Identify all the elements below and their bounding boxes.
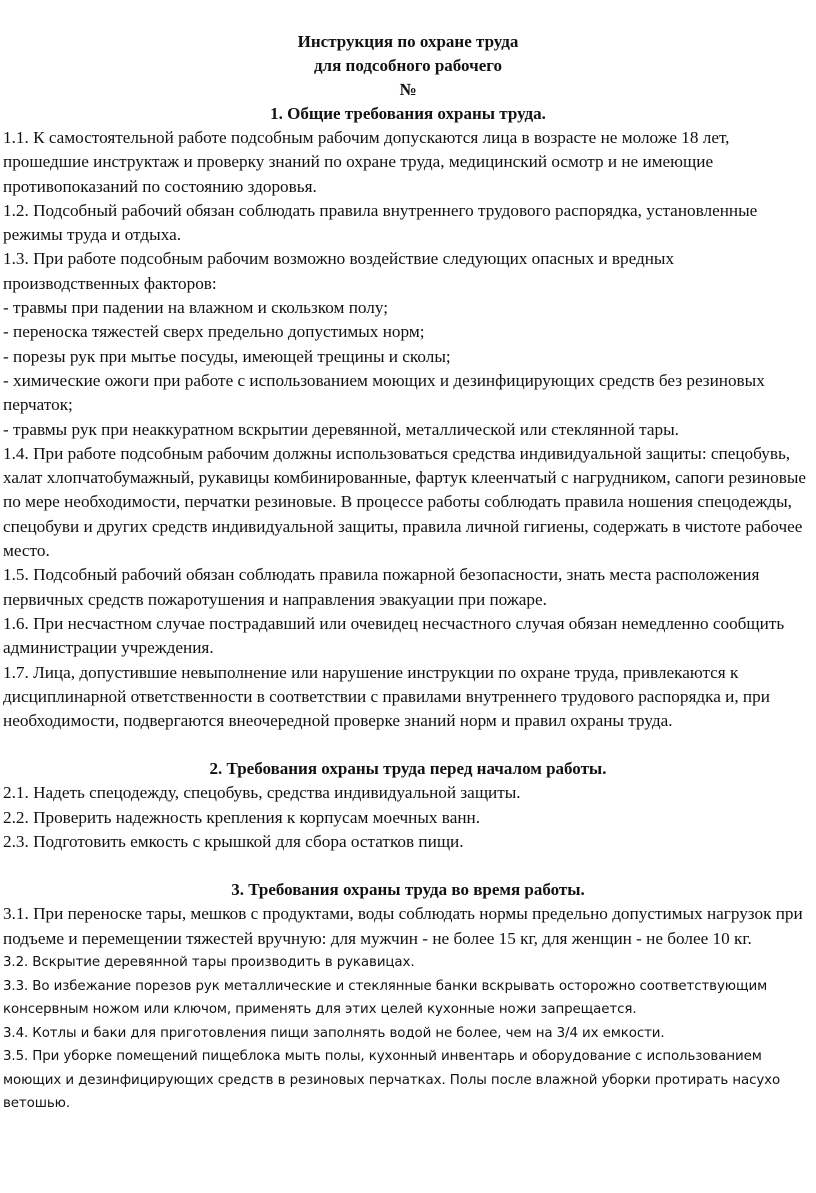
hazard-item-2: - переноска тяжестей сверх предельно допустимых норм; <box>3 322 425 342</box>
title-line-1: Инструкция по охране труда <box>297 32 519 51</box>
paragraph-1-2: 1.2. Подсобный рабочий обязан соблюдать правила внутреннего трудового распорядка, установленные режимы труда и отдыха. <box>3 200 758 245</box>
hazard-item-1: - травмы при падении на влажном и скользком полу; <box>3 298 388 318</box>
paragraph-1-6: 1.6. При несчастном случае пострадавший или очевидец несчастного случая обязан немедленно сообщить администрации учреждения. <box>3 613 785 658</box>
paragraph-1-3: 1.3. При работе подсобным рабочим возможно воздействие следующих опасных и вредных производственных факторов: <box>3 249 675 293</box>
section-2-body <box>0 781 816 854</box>
paragraph-2-1: 2.1. Надеть спецодежду, спецобувь, средства индивидуальной защиты. <box>3 783 521 803</box>
title-line-2: для подсобного рабочего <box>313 56 503 75</box>
paragraph-1-5: 1.5. Подсобный рабочий обязан соблюдать правила пожарной безопасности, знать места расположения первичных средств пожаротушения и направления эвакуации при пожаре. <box>3 565 760 609</box>
spacer <box>0 733 816 757</box>
title-number-sign: № <box>399 80 417 99</box>
paragraph-3-3: 3.3. Во избежание порезов рук металлические и стеклянные банки вскрывать осторожно соответствующим консервным ножом или ключом, применять для этих целей кухонные ножи запрещается. <box>3 978 768 1018</box>
section-2-heading: 2. Требования охраны труда перед началом работы. <box>209 759 607 779</box>
section-3-body <box>0 902 816 1116</box>
section-1-body <box>0 126 816 733</box>
section-1-heading: 1. Общие требования охраны труда. <box>270 104 546 123</box>
paragraph-2-2: 2.2. Проверить надежность крепления к корпусам моечных ванн. <box>3 807 481 827</box>
hazard-item-3: - порезы рук при мытье посуды, имеющей трещины и сколы; <box>3 346 451 366</box>
paragraph-3-5: 3.5. При уборке помещений пищеблока мыть полы, кухонный инвентарь и оборудование с использованием моющих и дезинфицирующих средств в резиновых перчатках. Полы после влажной уборки протирать насухо ветошью. <box>3 1049 781 1112</box>
paragraph-1-4: 1.4. При работе подсобным рабочим должны использоваться средства индивидуальной защиты: спецобувь, халат хлопчатобумажный, рукавицы комбинированные, фартук клеенчатый с нагрудником, сапоги резиновые по мере необходимости, перчатки резиновые. В процессе работы соблюдать правила ношения спецодежды, спецобуви и других средств индивидуальной защиты, правила личной гигиены, содержать в чистоте рабочее место. <box>3 443 807 561</box>
paragraph-3-2: 3.2. Вскрытие деревянной тары производить в рукавицах. <box>3 954 415 970</box>
paragraph-2-3: 2.3. Подготовить емкость с крышкой для сбора остатков пищи. <box>3 832 464 852</box>
document-page <box>0 30 816 1116</box>
paragraph-1-1: 1.1. К самостоятельной работе подсобным рабочим допускаются лица в возрасте не моложе 18 лет, прошедшие инструктаж и проверку знаний по охране труда, медицинский осмотр и не имеющие противопоказаний по состоянию здоровья. <box>3 128 730 196</box>
paragraph-3-4: 3.4. Котлы и баки для приготовления пищи заполнять водой не более, чем на 3/4 их емкости. <box>3 1025 665 1041</box>
paragraph-1-7: 1.7. Лица, допустившие невыполнение или нарушение инструкции по охране труда, привлекаются к дисциплинарной ответственности в соответствии с правилами внутреннего трудового распорядка и, при необходимости, подвергаются внеочередной проверке знаний норм и правил охраны труда. <box>3 662 770 731</box>
spacer <box>0 854 816 878</box>
document-title <box>0 30 816 102</box>
paragraph-3-1: 3.1. При переноске тары, мешков с продуктами, воды соблюдать нормы предельно допустимых нагрузок при подъеме и перемещении тяжестей вручную: для мужчин - не более 15 кг, для женщин - не более 10 кг. <box>3 904 803 948</box>
hazard-item-4: - химические ожоги при работе с использованием моющих и дезинфицирующих средств без резиновых перчаток; <box>3 370 765 415</box>
hazard-item-5: - травмы рук при неаккуратном вскрытии деревянной, металлической или стеклянной тары. <box>3 419 679 439</box>
section-3-heading: 3. Требования охраны труда во время работы. <box>231 880 585 900</box>
